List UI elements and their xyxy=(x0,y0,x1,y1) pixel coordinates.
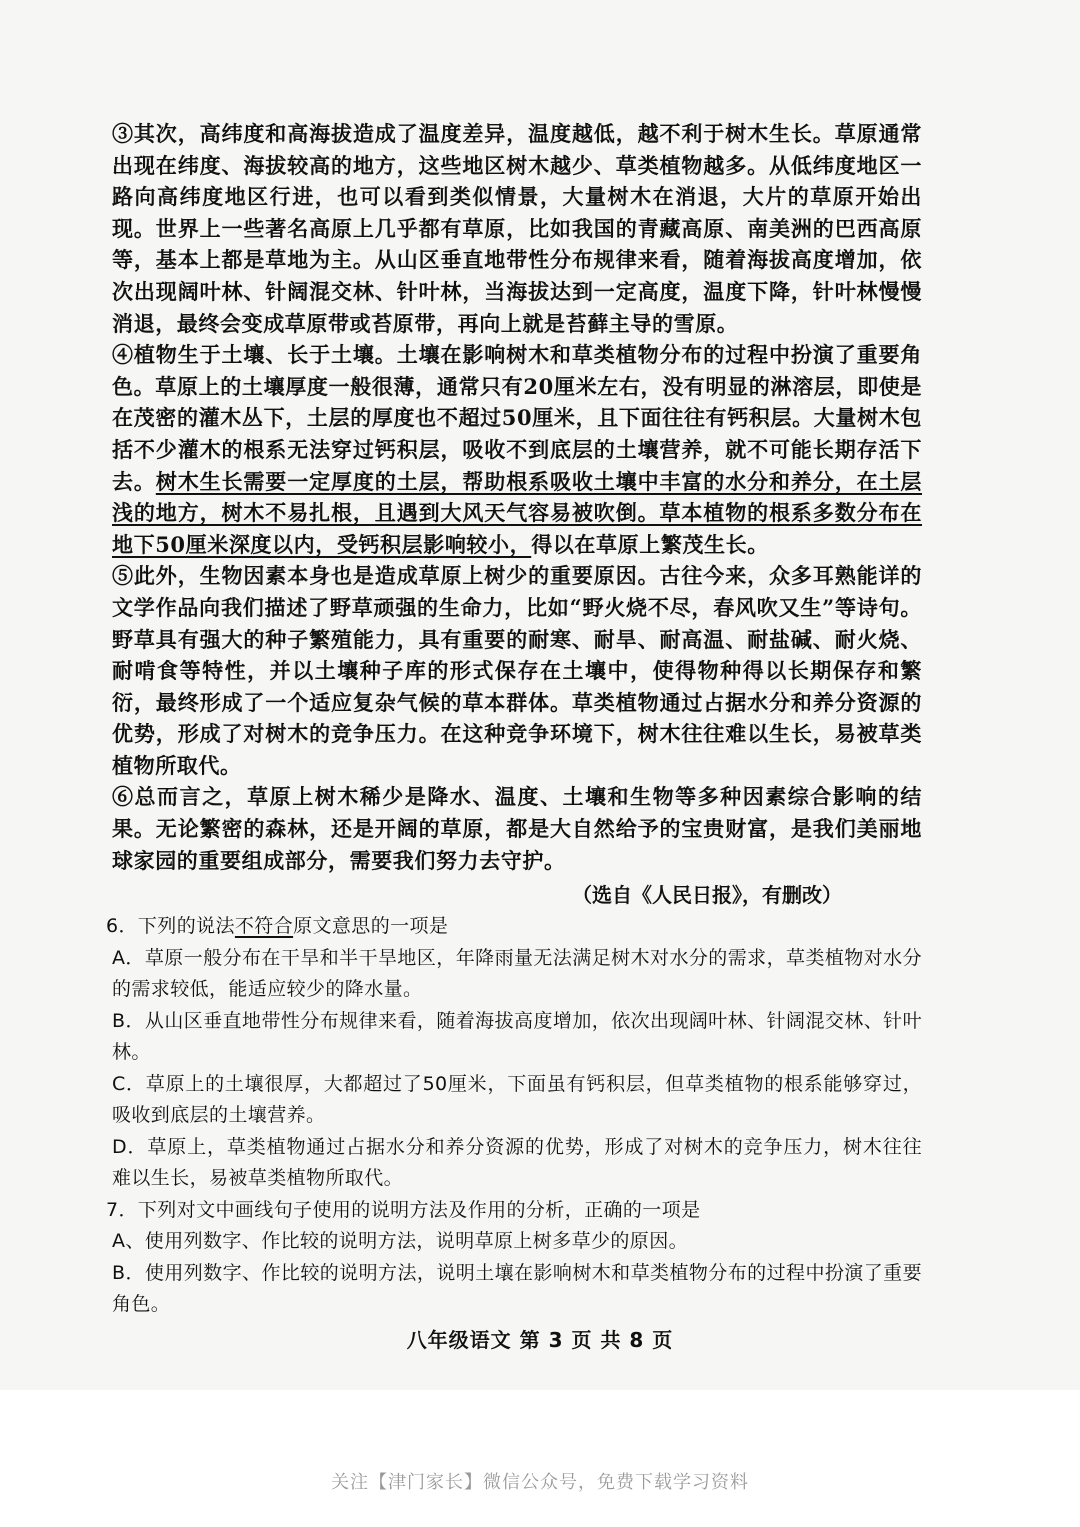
question-6-prefix: 6．下列的说法 xyxy=(106,915,235,938)
question-6-suffix: 原文意思的一项是 xyxy=(293,915,449,938)
question-7-stem: 7．下列对文中画线句子使用的说明方法及作用的分析，正确的一项是 xyxy=(106,1198,701,1221)
page-content xyxy=(106,118,923,1321)
paragraph-4-text: ④植物生于土壤、长于土壤。土壤在影响树木和草类植物分布的过程中扮演了重要角色。草原上的土壤厚度一般很薄，通常只有20厘米左右，没有明显的淋溶层，即使是在茂密的灌木丛下，土层的厚度也不超过50厘米，且下面往往有钙积层。大量树木包括不少灌木的根系无法穿过钙积层，吸收不到底层的土壤营养，就不可能长期存活下去。 xyxy=(112,342,922,494)
article-source: （选自《人民日报》，有删改） xyxy=(572,883,842,908)
question-6-option-d: D．草原上，草类植物通过占据水分和养分资源的优势，形成了对树木的竞争压力，树木往往难以生长，易被草类植物所取代。 xyxy=(112,1135,922,1190)
question-6-option-c: C．草原上的土壤很厚，大都超过了50厘米，下面虽有钙积层，但草类植物的根系能够穿过，吸收到底层的土壤营养。 xyxy=(112,1072,922,1127)
underlined-sentence: 树木生长需要一定厚度的土层，帮助根系吸收土壤中丰富的水分和养分，在土层浅的地方，树木不易扎根，且遇到大风天气容易被吹倒。草本植物的根系多数分布在地下50厘米深度以内，受钙积层影响较小， xyxy=(112,468,923,557)
question-7-option-a: A、使用列数字、作比较的说明方法，说明草原上树多草少的原因。 xyxy=(112,1230,688,1253)
page-footer: 八年级语文 第 3 页 共 8 页 xyxy=(406,1328,674,1352)
question-6-keyword: 不符合 xyxy=(234,915,294,938)
question-6-stem xyxy=(106,911,922,943)
paragraph-4 xyxy=(112,339,922,560)
paragraph-3: ③其次，高纬度和高海拔造成了温度差异，温度越低，越不利于树木生长。草原通常出现在纬度、海拔较高的地方，这些地区树木越少、草类植物越多。从低纬度地区一路向高纬度地区行进，也可以看到类似情景，大量树木在消退，大片的草原开始出现。世界上一些著名高原上几乎都有草原，比如我国的青藏高原、南美洲的巴西高原等，基本上都是草地为主。从山区垂直地带性分布规律来看，随着海拔高度增加，依次出现阔叶林、针阔混交林、针叶林，当海拔达到一定高度，温度下降，针叶林慢慢消退，最终会变成草原带或苔原带，再向上就是苔藓主导的雪原。 xyxy=(112,121,922,336)
question-6-option-a: A．草原一般分布在干旱和半干旱地区，年降雨量无法满足树木对水分的需求，草类植物对水分的需求较低，能适应较少的降水量。 xyxy=(112,946,922,1001)
paragraph-5: ⑤此外，生物因素本身也是造成草原上树少的重要原因。古往今来，众多耳熟能详的文学作品向我们描述了野草顽强的生命力，比如“野火烧不尽，春风吹又生”等诗句。野草具有强大的种子繁殖能力，具有重要的耐寒、耐旱、耐高温、耐盐碱、耐火烧、耐啃食等特性，并以土壤种子库的形式保存在土壤中，使得物种得以长期保存和繁衍，最终形成了一个适应复杂气候的草本群体。草类植物通过占据水分和养分资源的优势，形成了对树木的竞争压力。在这种竞争环境下，树木往往难以生长，易被草类植物所取代。 xyxy=(112,563,922,778)
paragraph-4-ending: 得以在草原上繁茂生长。 xyxy=(531,531,769,557)
watermark-text: 关注【津门家长】微信公众号，免费下载学习资料 xyxy=(331,1472,749,1493)
question-7-option-b: B．使用列数字、作比较的说明方法，说明土壤在影响树木和草类植物分布的过程中扮演了重要角色。 xyxy=(112,1261,922,1316)
question-6-option-b: B．从山区垂直地带性分布规律来看，随着海拔高度增加，依次出现阔叶林、针阔混交林、针叶林。 xyxy=(112,1009,922,1064)
paragraph-6: ⑥总而言之，草原上树木稀少是降水、温度、土壤和生物等多种因素综合影响的结果。无论繁密的森林，还是开阔的草原，都是大自然给予的宝贵财富，是我们美丽地球家园的重要组成部分，需要我们努力去守护。 xyxy=(112,784,922,873)
